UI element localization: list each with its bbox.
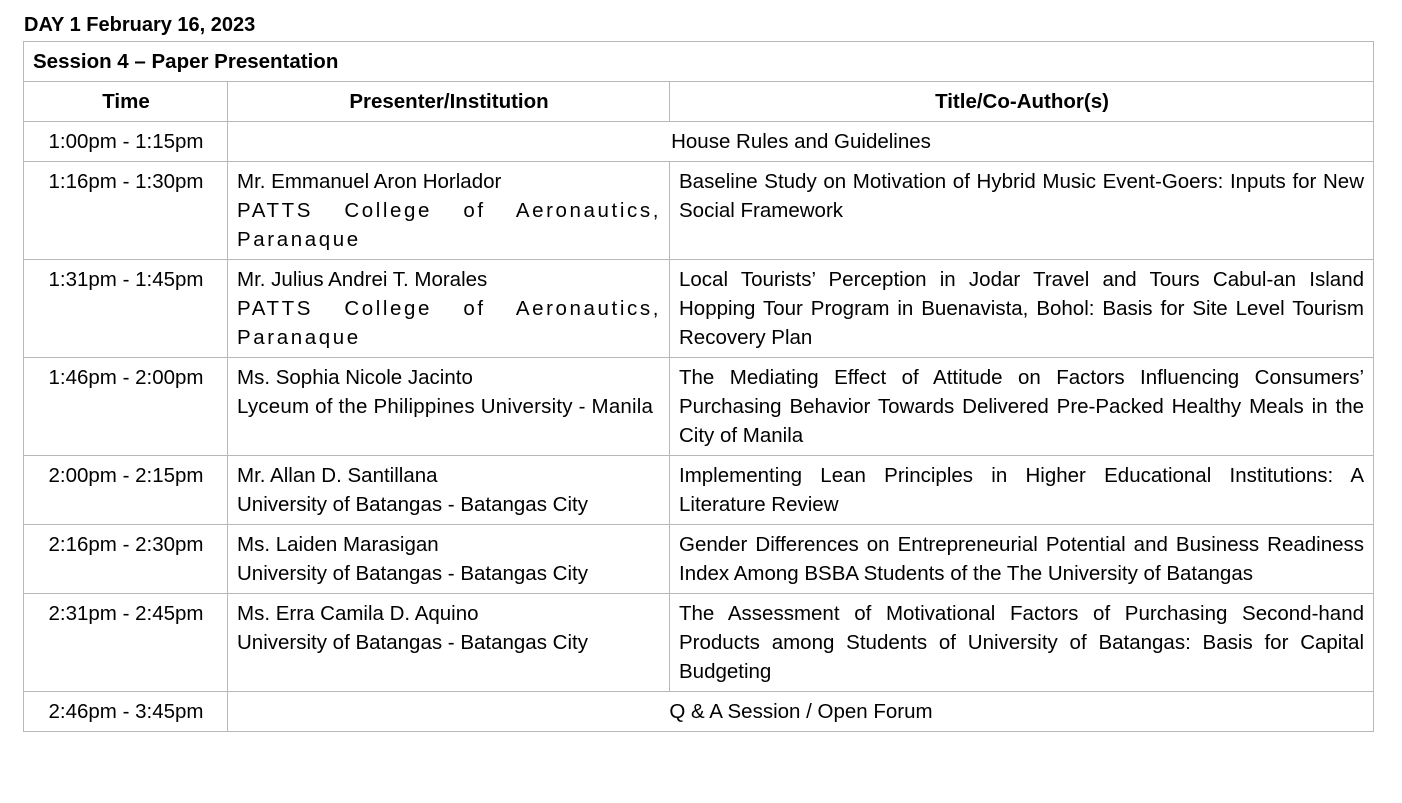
presenter-cell bbox=[228, 594, 670, 692]
table-row-opening bbox=[24, 122, 1374, 162]
time-cell: 1:46pm - 2:00pm bbox=[24, 358, 228, 456]
paper-title: Implementing Lean Principles in Higher Educational Institutions: A Literature Review bbox=[679, 464, 1365, 516]
presenter-cell bbox=[228, 456, 670, 525]
presenter-name: Mr. Emmanuel Aron Horlador bbox=[237, 170, 502, 193]
table-row bbox=[24, 594, 1374, 692]
institution-name: University of Batangas - Batangas City bbox=[237, 493, 588, 516]
title-cell bbox=[670, 162, 1374, 260]
table-row bbox=[24, 525, 1374, 594]
time-cell: 2:00pm - 2:15pm bbox=[24, 456, 228, 525]
presenter-cell bbox=[228, 525, 670, 594]
institution-name: University of Batangas - Batangas City bbox=[237, 562, 588, 585]
column-header-title: Title/Co-Author(s) bbox=[670, 82, 1374, 122]
paper-title: The Assessment of Motivational Factors of Purchasing Second-hand Products among Students of University of Batangas: Basis for Capital Budgeting bbox=[679, 602, 1365, 683]
presenter-name: Ms. Sophia Nicole Jacinto bbox=[237, 366, 473, 389]
presenter-name: Mr. Julius Andrei T. Morales bbox=[237, 268, 488, 291]
table-row bbox=[24, 260, 1374, 358]
institution-name: PATTS College of Aeronautics, Paranaque bbox=[237, 297, 661, 349]
time-cell: 1:16pm - 1:30pm bbox=[24, 162, 228, 260]
presenter-cell bbox=[228, 162, 670, 260]
time-cell: 1:00pm - 1:15pm bbox=[24, 122, 228, 162]
session-row bbox=[24, 42, 1374, 82]
table-row bbox=[24, 162, 1374, 260]
time-cell: 2:31pm - 2:45pm bbox=[24, 594, 228, 692]
table-row bbox=[24, 358, 1374, 456]
institution-name: University of Batangas - Batangas City bbox=[237, 631, 588, 654]
institution-name: Lyceum of the Philippines University - Manila bbox=[237, 395, 654, 418]
presenter-name: Mr. Allan D. Santillana bbox=[237, 464, 438, 487]
time-cell: 2:46pm - 3:45pm bbox=[24, 692, 228, 732]
paper-title: Baseline Study on Motivation of Hybrid Music Event-Goers: Inputs for New Social Framework bbox=[679, 170, 1365, 222]
institution-name: PATTS College of Aeronautics, Paranaque bbox=[237, 199, 661, 251]
title-cell bbox=[670, 525, 1374, 594]
presenter-cell bbox=[228, 358, 670, 456]
table-row-closing bbox=[24, 692, 1374, 732]
paper-title: Local Tourists’ Perception in Jodar Travel and Tours Cabul-an Island Hopping Tour Program in Buenavista, Bohol: Basis for Site Level Tourism Recovery Plan bbox=[679, 268, 1365, 349]
schedule-table bbox=[23, 41, 1374, 732]
paper-title: The Mediating Effect of Attitude on Factors Influencing Consumers’ Purchasing Behavior Towards Delivered Pre-Packed Healthy Meals in the City of Manila bbox=[679, 366, 1365, 447]
presenter-cell bbox=[228, 260, 670, 358]
time-cell: 2:16pm - 2:30pm bbox=[24, 525, 228, 594]
table-row bbox=[24, 456, 1374, 525]
time-cell: 1:31pm - 1:45pm bbox=[24, 260, 228, 358]
title-cell bbox=[670, 358, 1374, 456]
closing-label: Q & A Session / Open Forum bbox=[228, 692, 1374, 732]
title-cell bbox=[670, 260, 1374, 358]
presenter-name: Ms. Erra Camila D. Aquino bbox=[237, 602, 479, 625]
day-heading: DAY 1 February 16, 2023 bbox=[24, 14, 256, 36]
opening-label: House Rules and Guidelines bbox=[228, 122, 1374, 162]
title-cell bbox=[670, 594, 1374, 692]
column-header-presenter: Presenter/Institution bbox=[228, 82, 670, 122]
title-cell bbox=[670, 456, 1374, 525]
paper-title: Gender Differences on Entrepreneurial Potential and Business Readiness Index Among BSBA Students of the The University of Batangas bbox=[679, 533, 1365, 585]
presenter-name: Ms. Laiden Marasigan bbox=[237, 533, 439, 556]
session-title: Session 4 – Paper Presentation bbox=[24, 42, 1374, 82]
header-row bbox=[24, 82, 1374, 122]
column-header-time: Time bbox=[24, 82, 228, 122]
